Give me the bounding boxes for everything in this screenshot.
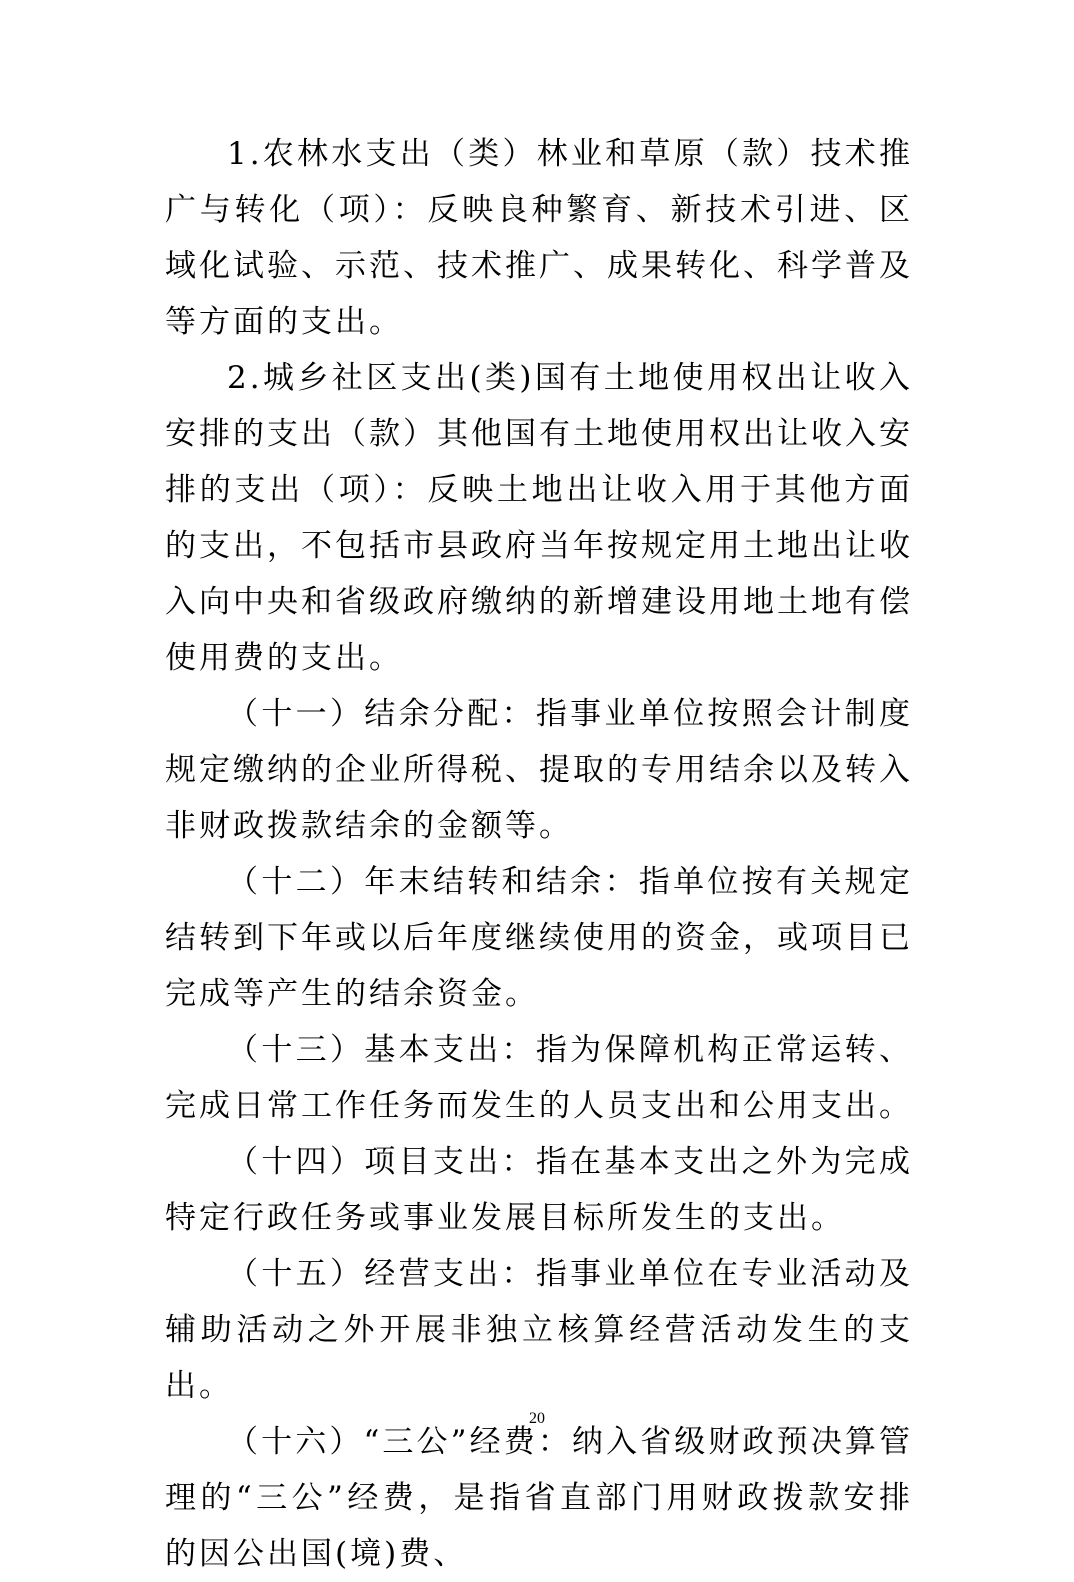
paragraph-surplus-distribution: （十一）结余分配：指事业单位按照会计制度规定缴纳的企业所得税、提取的专用结余以及转入非财政拨款结余的金额等。 [165, 696, 913, 844]
paragraph-operating-expenditure: （十五）经营支出：指事业单位在专业活动及辅助活动之外开展非独立核算经营活动发生的支出。 [165, 1256, 913, 1404]
paragraph-urban-rural-community: 2.城乡社区支出(类)国有土地使用权出让收入安排的支出（款）其他国有土地使用权出让收入安排的支出（项）：反映土地出让收入用于其他方面的支出，不包括市县政府当年按规定用土地出让收入向中央和省级政府缴纳的新增建设用地土地有偿使用费的支出。 [165, 360, 913, 676]
paragraph-year-end-carryover: （十二）年末结转和结余：指单位按有关规定结转到下年或以后年度继续使用的资金，或项目已完成等产生的结余资金。 [165, 864, 913, 1012]
paragraph-agriculture-forestry-water: 1.农林水支出（类）林业和草原（款）技术推广与转化（项）：反映良种繁育、新技术引进、区域化试验、示范、技术推广、成果转化、科学普及等方面的支出。 [165, 136, 913, 340]
paragraph-three-public-expenses: （十六）“三公”经费：纳入省级财政预决算管理的“三公”经费，是指省直部门用财政拨款安排的因公出国(境)费、 [165, 1424, 913, 1572]
page-number: 20 [529, 1410, 545, 1427]
body-text [165, 126, 913, 1582]
paragraph-project-expenditure: （十四）项目支出：指在基本支出之外为完成特定行政任务或事业发展目标所发生的支出。 [165, 1144, 913, 1236]
paragraph-basic-expenditure: （十三）基本支出：指为保障机构正常运转、完成日常工作任务而发生的人员支出和公用支出。 [165, 1032, 913, 1124]
